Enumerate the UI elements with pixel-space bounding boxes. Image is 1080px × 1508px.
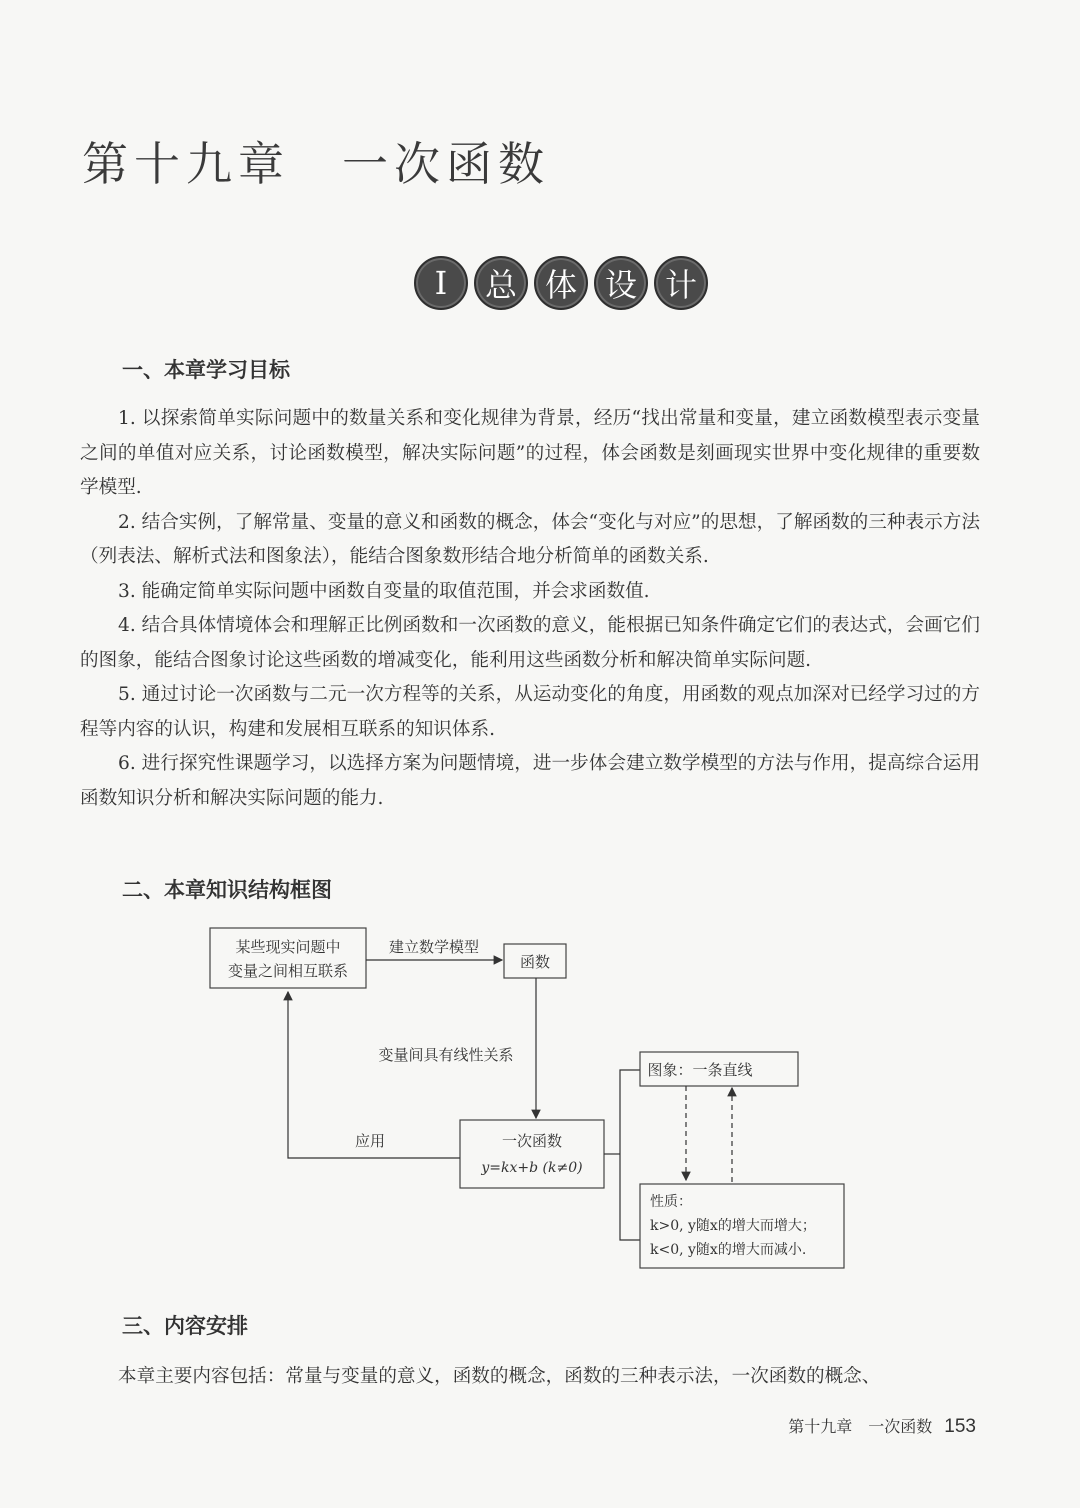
section3-heading: 三、内容安排: [122, 1314, 248, 1338]
label-apply: 应用: [354, 1132, 386, 1150]
banner-char: 计: [654, 256, 708, 310]
box-function-label: 函数: [519, 953, 551, 971]
objective-item: 5. 通过讨论一次函数与二元一次方程等的关系，从运动变化的角度，用函数的观点加深对已经学习过的方程等内容的认识，构建和发展相互联系的知识体系.: [80, 684, 980, 740]
content-arrangement-text: 本章主要内容包括：常量与变量的意义，函数的概念，函数的三种表示法，一次函数的概念、: [118, 1366, 881, 1387]
box-linear-line2: y=kx+b (k≠0): [481, 1160, 583, 1176]
knowledge-structure-diagram: [200, 920, 900, 1280]
chapter-title: 第十九章 一次函数: [82, 137, 550, 191]
running-head: 第十九章 一次函数: [788, 1417, 933, 1436]
box-linear-line1: 一次函数: [501, 1132, 563, 1150]
banner-char: 体: [534, 256, 588, 310]
objective-item: 4. 结合具体情境体会和理解正比例函数和一次函数的意义，能根据已知条件确定它们的表达式，会画它们的图象，能结合图象讨论这些函数的增减变化，能利用这些函数分析和解决简单实际问题.: [80, 615, 980, 671]
section2-heading: 二、本章知识结构框图: [122, 878, 332, 902]
box-problem-line2: 变量之间相互联系: [227, 962, 349, 980]
banner-char: 总: [474, 256, 528, 310]
label-model: 建立数学模型: [388, 938, 480, 956]
objectives-list: [80, 402, 980, 816]
page-number: 153: [944, 1416, 976, 1437]
banner-char: Ⅰ: [414, 256, 468, 310]
objective-item: 2. 结合实例，了解常量、变量的意义和函数的概念，体会“变化与对应”的思想，了解函数的三种表示方法（列表法、解析式法和图象法），能结合图象数形结合地分析简单的函数关系.: [80, 511, 980, 567]
bracket-vertical: [620, 1070, 640, 1240]
box-property-line3: k<0, y随x的增大而减小.: [650, 1242, 807, 1258]
objective-item: 6. 进行探究性课题学习，以选择方案为问题情境，进一步体会建立数学模型的方法与作用，提高综合运用函数知识分析和解决实际问题的能力.: [80, 753, 980, 809]
banner-char: 设: [594, 256, 648, 310]
section-banner: [414, 256, 708, 310]
objective-item: 1. 以探索简单实际问题中的数量关系和变化规律为背景，经历“找出常量和变量，建立函数模型表示变量之间的单值对应关系，讨论函数模型，解决实际问题”的过程，体会函数是刻画现实世界中变化规律的重要数学模型.: [80, 408, 980, 498]
page-footer: [788, 1414, 976, 1438]
label-linear: 变量间具有线性关系: [378, 1046, 514, 1064]
box-linear: [460, 1120, 604, 1188]
box-property-line2: k>0, y随x的增大而增大；: [650, 1218, 816, 1234]
box-problem-line1: 某些现实问题中: [235, 938, 341, 956]
objective-item: 3. 能确定简单实际问题中函数自变量的取值范围，并会求函数值.: [118, 580, 650, 602]
box-property-line1: 性质：: [650, 1194, 692, 1210]
box-graph-label: 图象：一条直线: [647, 1061, 753, 1079]
section1-heading: 一、本章学习目标: [122, 358, 290, 382]
